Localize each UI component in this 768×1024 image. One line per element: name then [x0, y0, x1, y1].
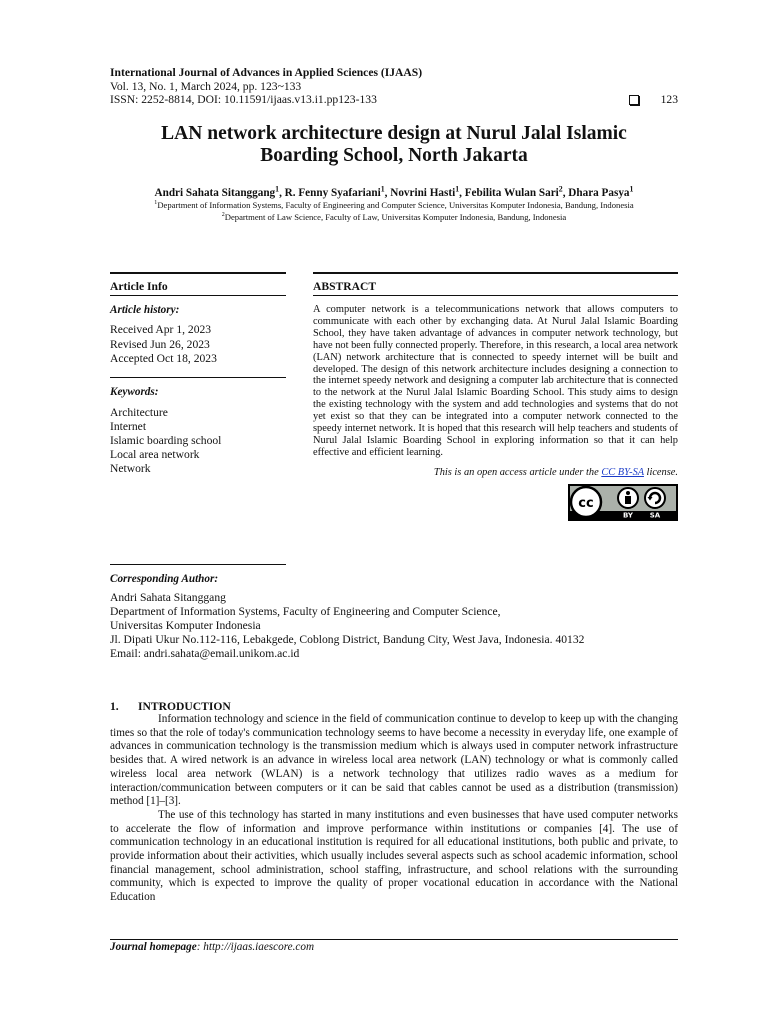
author-affiliation-mark: 1 [380, 183, 385, 193]
corresponding-author-heading: Corresponding Author: [110, 573, 219, 585]
author-name: Novrini Hasti [390, 186, 456, 199]
affiliation-2: $^2$Department of Law Science, Faculty of Law, Universitas Komputer Indonesia, Bandung, Indonesia [221, 211, 567, 222]
corresponding-univ: Universitas Komputer Indonesia [110, 619, 261, 632]
author-name: Andri Sahata Sitanggang [154, 186, 276, 199]
page-number: 123 [660, 93, 678, 106]
article-info-heading: Article Info [110, 272, 286, 296]
keyword-item: Local area network [110, 447, 200, 461]
author-affiliation-mark: 2 [558, 183, 563, 193]
introduction-section [110, 700, 678, 905]
corresponding-dept: Department of Information Systems, Faculty of Engineering and Computer Science, [110, 605, 501, 618]
author-affiliation-mark: 1 [275, 183, 280, 193]
corresponding-author-block [110, 564, 678, 661]
keywords-label: Keywords: [110, 385, 159, 398]
received-date: Received Apr 1, 2023 [110, 323, 212, 336]
author-name: R. Fenny Syafariani [284, 186, 381, 199]
author-affiliation-mark: 1 [455, 183, 460, 193]
paper-page [110, 66, 678, 953]
keyword-item: Internet [110, 419, 147, 433]
homepage-url[interactable]: : http://ijaas.iaescore.com [196, 941, 315, 953]
abstract-heading: ABSTRACT [313, 272, 678, 296]
abstract-column [313, 272, 678, 521]
author-affiliation-mark: 1 [629, 183, 634, 193]
homepage-label: Journal homepage [110, 941, 197, 953]
journal-name: International Journal of Advances in Applied Sciences (IJAAS) [110, 66, 423, 79]
article-history [110, 323, 286, 367]
author-name: Dhara Pasya [568, 186, 630, 199]
affiliation-1: $^1$Department of Information Systems, Faculty of Engineering and Computer Science, Universitas Komputer Indonesia, Bandung, Indonesia [154, 199, 634, 210]
intro-paragraph-1: Information technology and science in the field of communication continue to develop to keep up with the changing times so that the role of today's communication technology seems to have become a necessity in everyday life, one example of advances in communication technology is the transmission medium which is always used in computer network infrastructure besides that. A wired network is an advance in wireless local area network (LAN) technology or what is commonly called wireless local area network (WLAN) is a network technology that utilizes radio waves as a medium for interaction/communication between computers or it can be said that cables cannot be used as a distribution (transmission) method [1]–[3]. [110, 713, 678, 808]
cc-by-sa-link[interactable]: CC BY-SA [601, 466, 644, 478]
svg-text:SA: SA [649, 511, 661, 520]
keyword-list [110, 406, 286, 476]
author-list: Andri Sahata Sitanggang$^1$, R. Fenny Syafariani$^1$, Novrini Hasti$^1$, Febilita Wulan Sari$^2$, Dhara Pasya$^1$ [154, 183, 634, 199]
license-statement: This is an open access article under the CC BY-SA license. [433, 466, 678, 478]
keyword-item: Architecture [110, 405, 168, 419]
accepted-date: Accepted Oct 18, 2023 [110, 352, 217, 365]
issn-doi: ISSN: 2252-8814, DOI: 10.11591/ijaas.v13.i1.pp123-133 [110, 93, 377, 106]
introduction-heading: 1. INTRODUCTION [110, 700, 231, 713]
keyword-item: Network [110, 461, 151, 475]
title-line-1: LAN network architecture design at Nurul Jalal Islamic [161, 122, 627, 144]
corresponding-email: Email: andri.sahata@email.unikom.ac.id [110, 647, 300, 660]
article-history-label: Article history: [110, 304, 180, 316]
keyword-item: Islamic boarding school [110, 433, 222, 447]
running-header [110, 66, 678, 107]
affiliations [110, 200, 678, 223]
intro-paragraph-2: The use of this technology has started in many institutions and even businesses that have used computer networks to accelerate the flow of information and improve performance within institutions or companies [4]. The use of communication technology in an educational institution is required for all educational institutions, both public and private, to provide information about their activities, which usually includes several aspects such as school academic information, school financial management, school administration, school staffing, infrastructure, and school relations with the surrounding community, which is expected to improve the quality of proper vocational education in accordance with the National Education [110, 808, 678, 904]
title-line-2: Boarding School, North Jakarta [260, 144, 528, 166]
svg-text:cc: cc [578, 495, 594, 511]
abstract-text: A computer network is a telecommunications network that allows computers to communicate with each other by exchanging data. At Nurul Jalal Islamic Boarding School, they have taken advantage of advances in computer network technology, but have not been fully connected properly. Therefore, in this research, a local area network (LAN) network architecture that is connected to speedy internet will be built and developed. The design of this network architecture includes designing a connection to the internet speedy network and designing a computer lab architecture that is connected to the network at the Nurul Jalal Islamic Boarding School. This study aims to design the existing technology with the system and add technologies and systems that do not yet exist so that they can be integrated into a computer network connected to the speedy internet network. It is hoped that this research will help teachers and students of Nurul Jalal Islamic Boarding School in exploring information so that it can help effective and efficient learning. [313, 304, 678, 458]
journal-homepage-footer [110, 939, 678, 953]
square-bullet-icon [629, 95, 639, 105]
paper-title [110, 123, 678, 167]
corresponding-name: Andri Sahata Sitanggang [110, 591, 226, 604]
author-name: Febilita Wulan Sari [464, 186, 559, 199]
revised-date: Revised Jun 26, 2023 [110, 337, 210, 351]
cc-by-sa-badge-icon[interactable] [568, 484, 678, 521]
svg-text:BY: BY [622, 511, 634, 520]
corresponding-address: Jl. Dipati Ukur No.112-116, Lebakgede, Coblong District, Bandung City, West Java, Indonesia. 40132 [110, 633, 585, 646]
volume-info: Vol. 13, No. 1, March 2024, pp. 123~133 [110, 79, 302, 93]
article-info-column [110, 272, 286, 476]
